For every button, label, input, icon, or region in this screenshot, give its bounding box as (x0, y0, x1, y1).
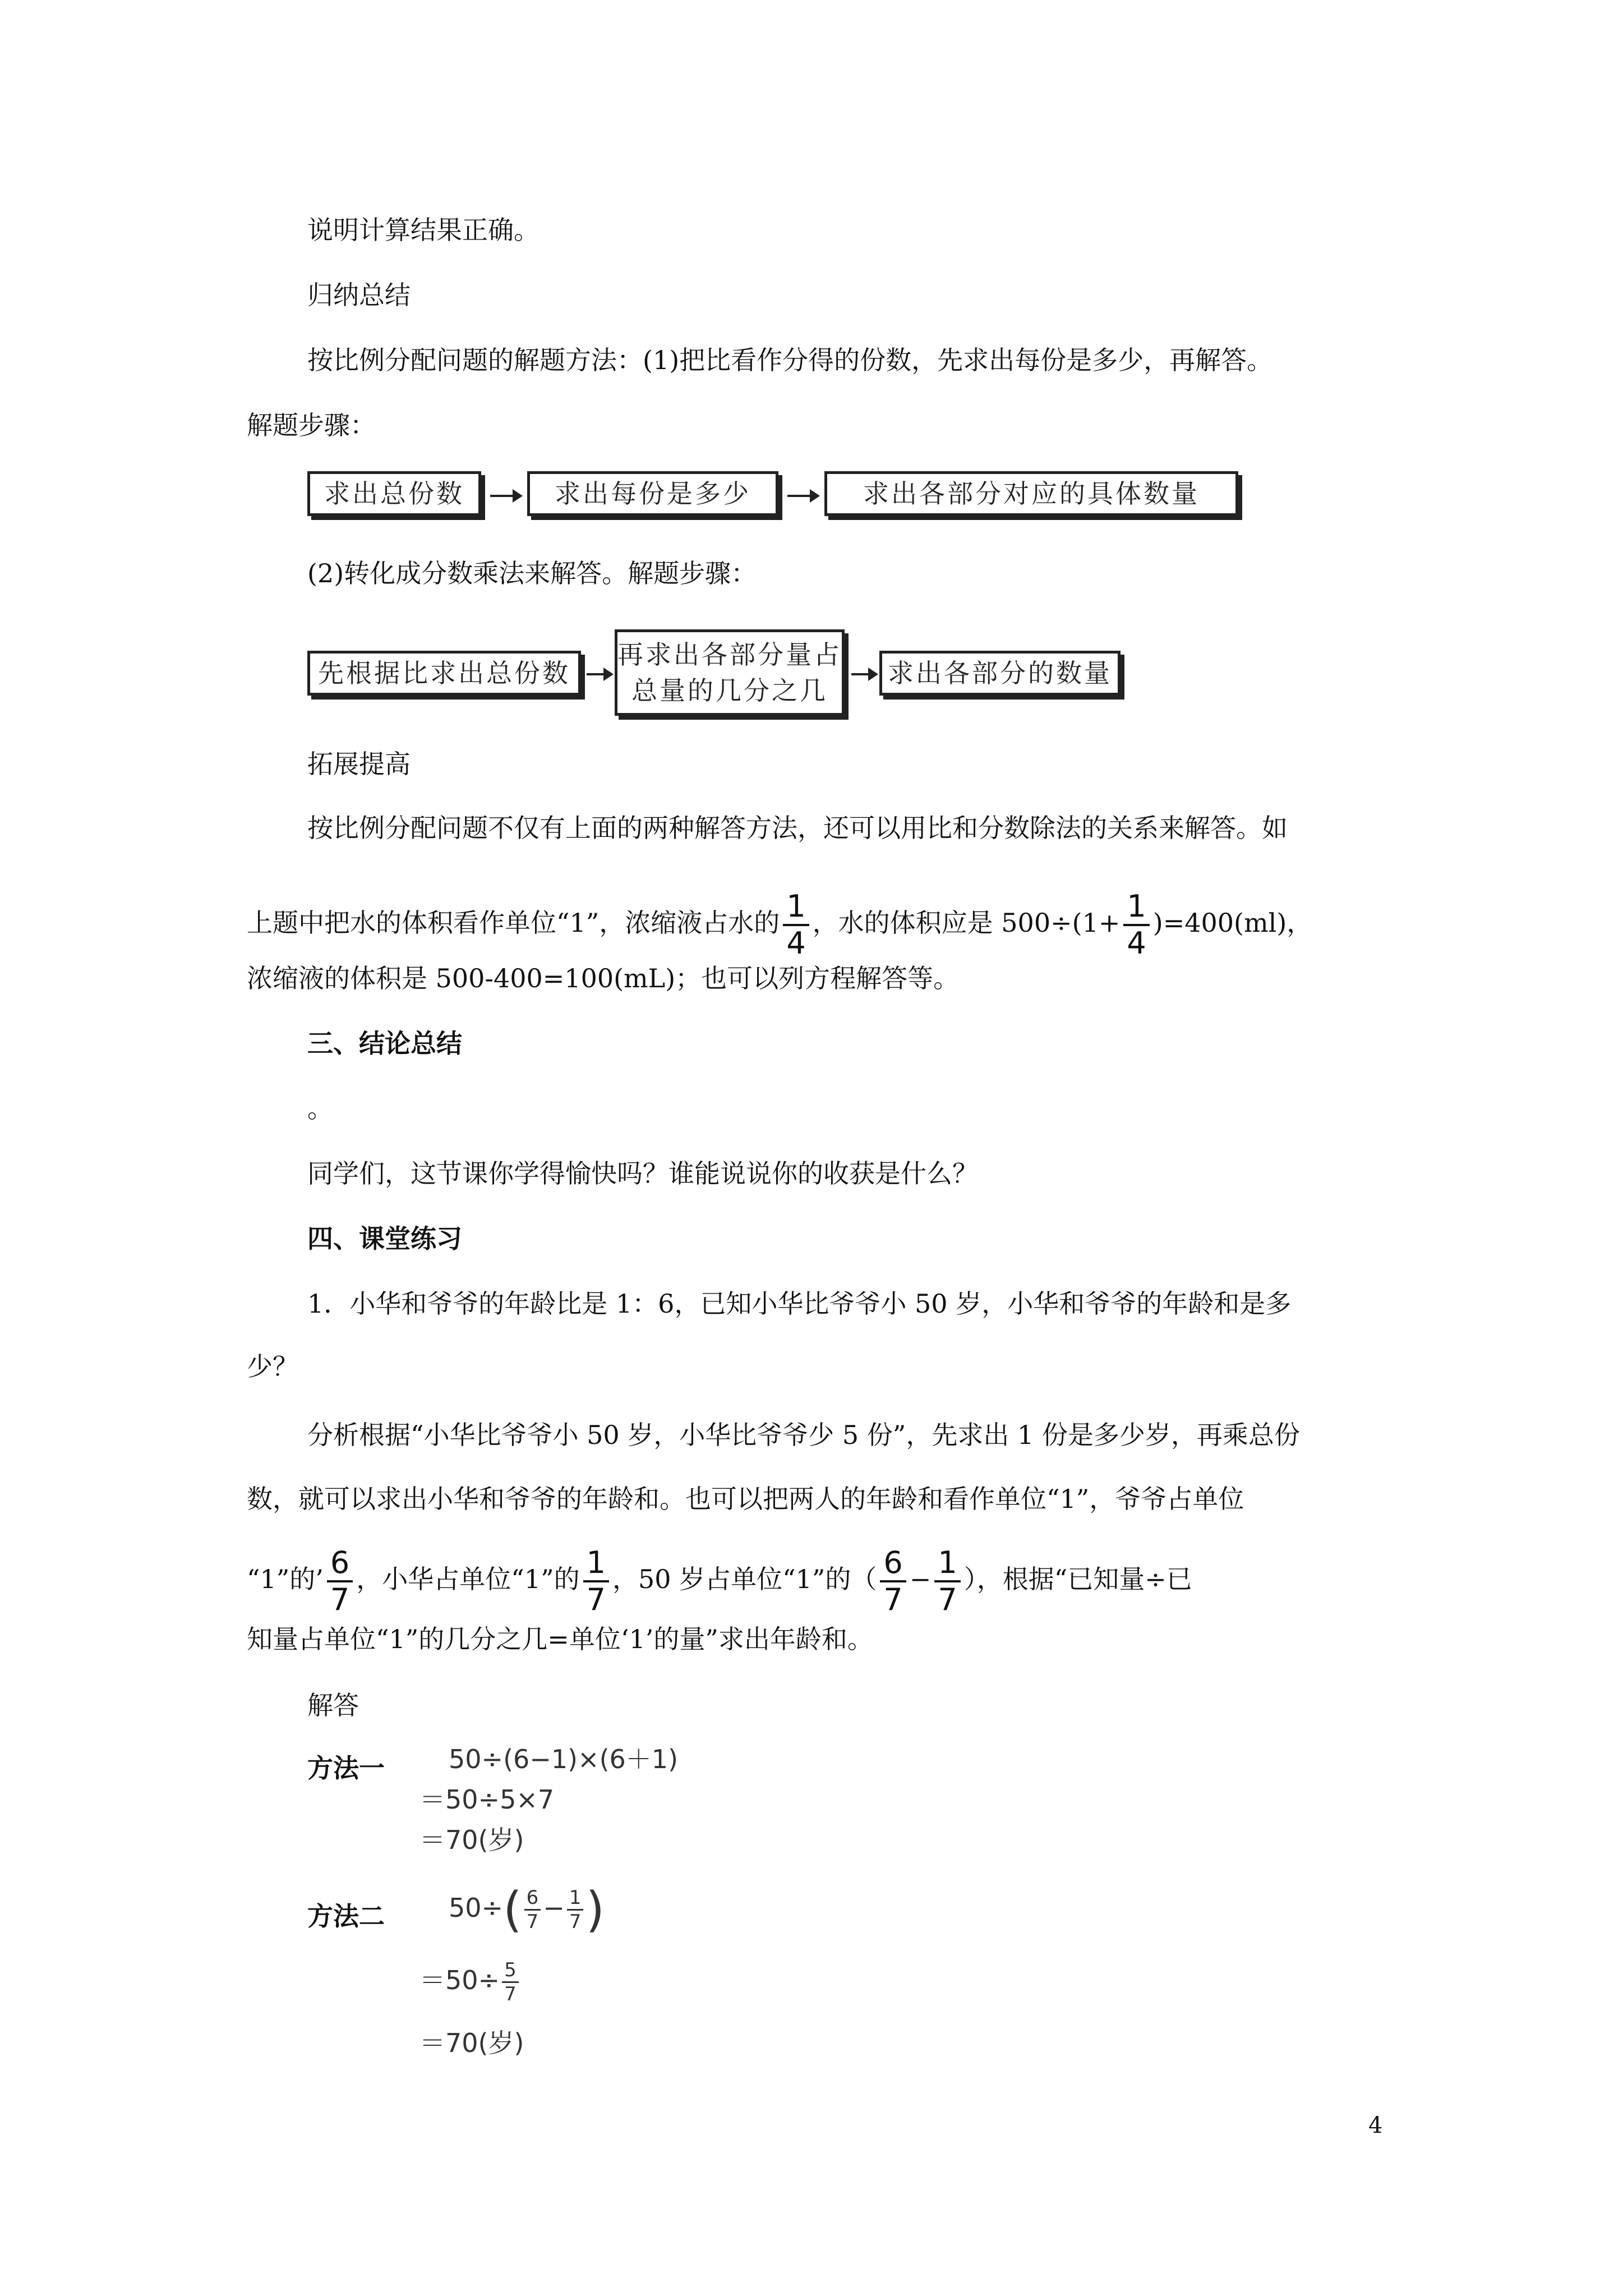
open-paren: ( (503, 1881, 522, 1938)
text-segment: 50÷ (449, 1893, 504, 1923)
fraction-numerator: 6 (327, 1545, 353, 1582)
analysis-line: 数，就可以求出小华和爷爷的年龄和。也可以把两人的年龄和看作单位“1”，爷爷占单位 (247, 1484, 1244, 1514)
page-number: 4 (1368, 2113, 1383, 2138)
method-two-step (449, 1877, 605, 1939)
fraction-numerator: 6 (524, 1887, 541, 1911)
method-one-step: ＝50÷5×7 (419, 1784, 555, 1815)
flow1-arrow-1 (490, 495, 520, 497)
fraction-numerator: 1 (1123, 889, 1149, 926)
text-segment: ＝50÷ (419, 1965, 500, 1995)
minus-sign: − (909, 1564, 932, 1594)
flow2-arrow-1 (587, 673, 611, 675)
flow1-step-1: 求出总份数 (307, 471, 481, 516)
flow1-step-3: 求出各部分对应的具体数量 (824, 471, 1238, 516)
text-segment: “1”的’ (247, 1564, 324, 1594)
text-line: 说明计算结果正确。 (307, 215, 540, 245)
fraction-numerator: 1 (783, 889, 809, 926)
text-line: 同学们，这节课你学得愉快吗？谁能说说你的收获是什么？ (307, 1158, 978, 1189)
text-line: 。 (307, 1093, 333, 1124)
flow1-step-2: 求出每份是多少 (527, 471, 778, 516)
analysis-line-with-fractions (247, 1537, 1192, 1621)
fraction-six-sevenths (880, 1545, 906, 1617)
close-paren: ) (585, 1881, 605, 1938)
method-one-label: 方法一 (307, 1753, 385, 1783)
text-segment: ），根据“已知量÷已 (963, 1564, 1192, 1594)
flow2-arrow-2 (851, 673, 876, 675)
fraction-denominator: 4 (786, 926, 806, 961)
analysis-line: 知量占单位“1”的几分之几=单位‘1’的量”求出年龄和。 (247, 1624, 873, 1654)
fraction-numerator: 1 (934, 1545, 960, 1582)
text-line: 按比例分配问题的解题方法：(1)把比看作分得的份数，先求出每份是多少，再解答。 (307, 345, 1273, 375)
flow2-step-1: 先根据比求出总份数 (307, 651, 581, 696)
fraction-denominator: 7 (938, 1582, 957, 1617)
answer-heading: 解答 (307, 1690, 359, 1720)
subheading-summary: 归纳总结 (307, 280, 411, 310)
fraction-one-seventh (583, 1545, 609, 1617)
fraction-numerator: 5 (502, 1959, 519, 1983)
fraction-denominator: 4 (1127, 926, 1146, 961)
text-line-with-fractions (247, 881, 1312, 965)
fraction-one-seventh (567, 1887, 584, 1933)
fraction-numerator: 6 (880, 1545, 906, 1582)
analysis-line: 分析根据“小华比爷爷小 50 岁，小华比爷爷少 5 份”，先求出 1 份是多少岁，再乘总份 (307, 1420, 1300, 1450)
text-segment: 上题中把水的体积看作单位“1”，浓缩液占水的 (247, 908, 780, 938)
text-line: (2)转化成分数乘法来解答。解题步骤： (307, 558, 757, 588)
method-one-step: 50÷(6−1)×(6＋1) (449, 1744, 679, 1774)
method-two-label: 方法二 (307, 1901, 385, 1931)
fraction-denominator: 7 (586, 1582, 606, 1617)
text-line: 解题步骤： (247, 410, 376, 440)
minus-sign: − (543, 1893, 565, 1923)
fraction-six-sevenths (327, 1545, 353, 1617)
exercise-question: 1．小华和爷爷的年龄比是 1：6，已知小华比爷爷小 50 岁，小华和爷爷的年龄和是多 (307, 1289, 1292, 1319)
fraction-five-sevenths (502, 1959, 519, 2005)
fraction-denominator: 7 (526, 1911, 539, 1933)
section-heading-practice: 四、课堂练习 (307, 1223, 462, 1254)
text-line: 浓缩液的体积是 500-400=100(mL)；也可以列方程解答等。 (247, 963, 960, 993)
flow2-step-2: 再求出各部分量占总量的几分之几 (615, 629, 845, 716)
method-two-step (419, 1952, 521, 2008)
flow1-arrow-2 (787, 495, 818, 497)
fraction-numerator: 1 (583, 1545, 609, 1582)
text-segment: ，50 岁占单位“1”的（ (612, 1564, 877, 1594)
fraction-denominator: 7 (504, 1983, 517, 2005)
text-segment: ，水的体积应是 500÷(1+ (812, 908, 1121, 938)
subheading-extension: 拓展提高 (307, 749, 411, 779)
fraction-denominator: 7 (330, 1582, 350, 1617)
flow2-step-3: 求出各部分的数量 (879, 651, 1121, 696)
fraction-numerator: 1 (567, 1887, 584, 1911)
fraction-six-sevenths (524, 1887, 541, 1933)
fraction-denominator: 7 (883, 1582, 903, 1617)
fraction-one-quarter (783, 889, 809, 961)
exercise-question: 少？ (247, 1351, 298, 1382)
section-heading-conclusion: 三、结论总结 (307, 1028, 462, 1059)
text-segment: )=400(ml)， (1152, 908, 1313, 938)
text-line: 按比例分配问题不仅有上面的两种解答方法，还可以用比和分数除法的关系来解答。如 (307, 813, 1288, 843)
fraction-one-quarter (1123, 889, 1149, 961)
method-one-step: ＝70(岁) (419, 1825, 524, 1855)
fraction-one-seventh (934, 1545, 960, 1617)
method-two-step: ＝70(岁) (419, 2028, 524, 2058)
fraction-denominator: 7 (569, 1911, 582, 1933)
text-segment: ，小华占单位“1”的 (356, 1564, 580, 1594)
